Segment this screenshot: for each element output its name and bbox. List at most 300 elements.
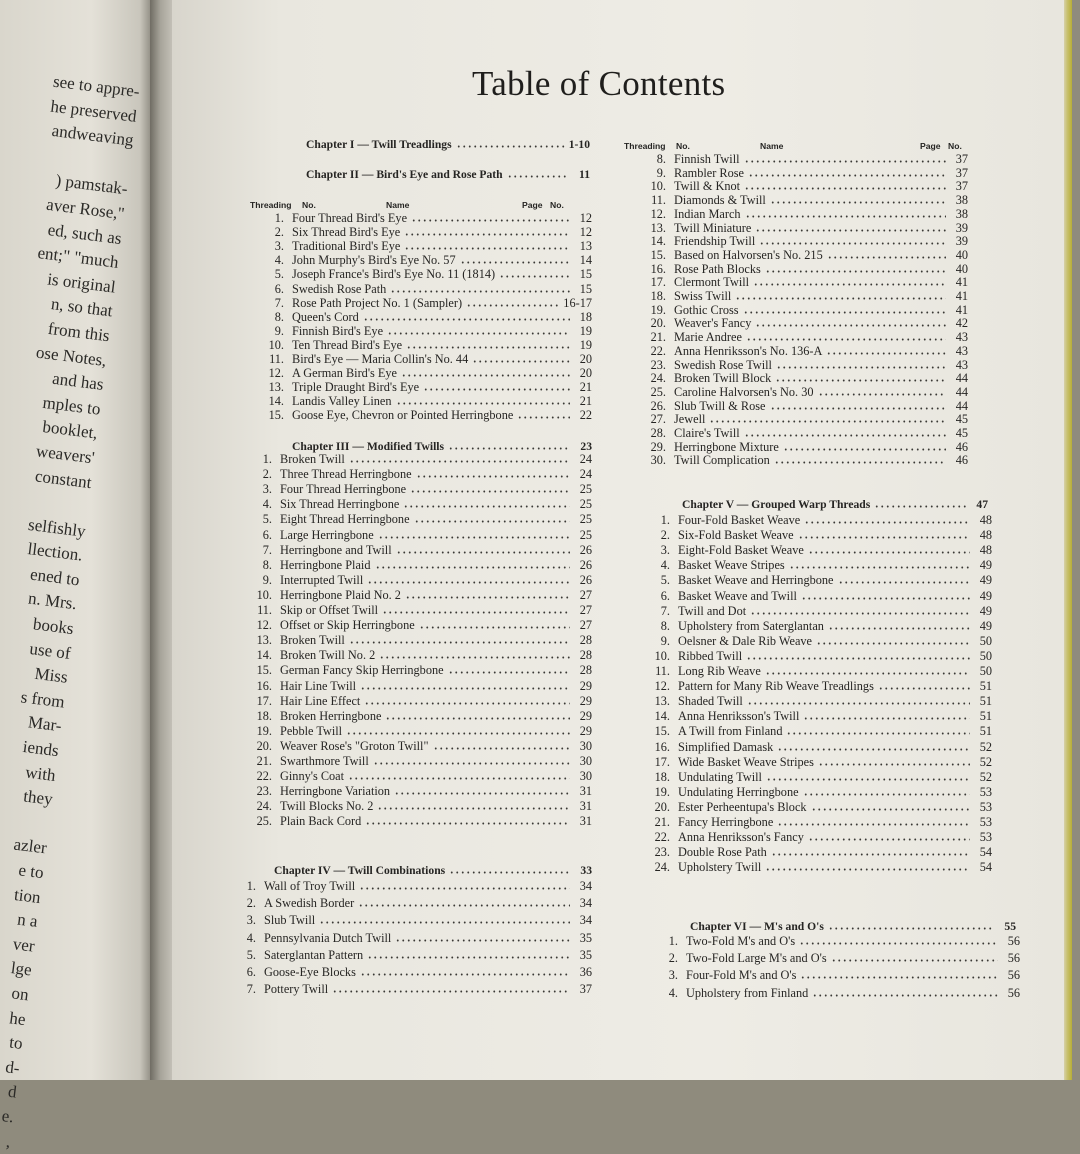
toc-entry[interactable]	[630, 755, 992, 770]
entry-number: 7.	[246, 982, 256, 997]
toc-entry[interactable]	[244, 239, 592, 254]
toc-entry[interactable]	[216, 931, 592, 946]
dot-leader	[410, 484, 570, 493]
header-name: Name	[760, 141, 784, 151]
entry-number: 21.	[654, 815, 670, 829]
toc-entry[interactable]	[630, 860, 992, 875]
toc-entry[interactable]	[232, 497, 592, 512]
toc-entry[interactable]	[216, 896, 592, 911]
toc-entry[interactable]	[630, 604, 992, 619]
entry-number: 18.	[256, 708, 272, 723]
dot-leader	[456, 139, 565, 148]
chapter-title: Chapter V — Grouped Warp Threads	[682, 498, 871, 511]
entry-number: 15.	[650, 247, 666, 262]
chapter-heading[interactable]	[682, 498, 988, 513]
entry-page: 52	[979, 769, 992, 784]
dot-leader	[423, 382, 570, 391]
entry-name: Friendship Twill	[674, 234, 756, 249]
entry-name: Pattern for Many Rib Weave Treadlings	[678, 679, 874, 694]
toc-entry[interactable]	[244, 380, 592, 395]
entry-page: 53	[979, 799, 992, 814]
entry-page: 11	[579, 168, 590, 181]
entry-page: 20	[579, 366, 592, 381]
toc-entry[interactable]	[232, 633, 592, 648]
dot-leader	[816, 636, 970, 645]
entry-number: 1.	[262, 452, 272, 466]
dot-leader	[319, 915, 570, 924]
header-page-no: No.	[550, 200, 564, 210]
entry-name: Anna Henriksson's No. 136-A	[674, 343, 823, 358]
toc-entry[interactable]	[630, 845, 992, 860]
entry-name: Diamonds & Twill	[674, 193, 766, 208]
dot-leader	[766, 772, 970, 781]
entry-name: Pennsylvania Dutch Twill	[264, 930, 392, 945]
toc-entry[interactable]	[630, 800, 992, 815]
dot-leader	[765, 666, 970, 675]
entry-name: Fancy Herringbone	[678, 815, 774, 829]
entry-name: Undulating Herringbone	[678, 784, 799, 799]
dot-leader	[404, 227, 570, 236]
left-page-line: d-	[4, 1056, 21, 1078]
entry-name: Finnish Bird's Eye	[292, 323, 384, 338]
entry-number: 21.	[256, 754, 272, 768]
dot-leader	[387, 326, 570, 335]
entry-number: 1.	[660, 513, 670, 527]
toc-entry[interactable]	[216, 982, 592, 997]
entry-page: 36	[579, 965, 592, 979]
entry-number: 6.	[246, 965, 256, 979]
dot-leader	[777, 817, 970, 826]
entry-name: Large Herringbone	[280, 527, 374, 542]
dot-leader	[827, 250, 946, 259]
left-page-line: ened to	[29, 564, 81, 590]
toc-entry[interactable]	[232, 452, 592, 467]
dot-leader	[358, 898, 570, 907]
entry-page: 56	[1007, 951, 1020, 966]
entry-number: 2.	[262, 467, 272, 482]
entry-page: 29	[579, 723, 592, 738]
entry-name: Anna Henriksson's Twill	[678, 709, 800, 724]
entry-page: 53	[979, 815, 992, 829]
dot-leader	[770, 195, 946, 204]
left-facing-page	[0, 0, 152, 1151]
dot-leader	[405, 590, 570, 599]
entry-name: A German Bird's Eye	[292, 366, 398, 381]
entry-page: 37	[955, 152, 968, 166]
entry-name: Clermont Twill	[674, 275, 750, 290]
entry-number: 18.	[650, 289, 666, 303]
toc-entry[interactable]	[638, 934, 1020, 949]
entry-name: Goose Eye, Chevron or Pointed Herringbone	[292, 408, 514, 423]
entry-number: 19.	[650, 302, 666, 317]
entry-page: 29	[579, 708, 592, 723]
dot-leader	[748, 168, 946, 177]
entry-page: 12	[579, 211, 592, 225]
entry-name: Three Thread Herringbone	[280, 467, 412, 482]
entry-page: 51	[979, 709, 992, 724]
entry-page: 29	[579, 693, 592, 708]
entry-page: 40	[955, 261, 968, 276]
entry-page: 55	[1004, 920, 1016, 933]
dot-leader	[367, 575, 570, 584]
entry-name: Marie Andree	[674, 330, 742, 345]
entry-name: Swiss Twill	[674, 289, 732, 303]
entry-page: 43	[955, 357, 968, 372]
entry-page: 37	[955, 179, 968, 194]
toc-entry[interactable]	[630, 528, 992, 543]
toc-entry[interactable]	[630, 694, 992, 709]
toc-entry[interactable]	[630, 740, 992, 755]
entry-number: 4.	[274, 253, 284, 268]
toc-entry[interactable]	[244, 394, 592, 409]
toc-entry[interactable]	[244, 282, 592, 297]
entry-number: 1.	[246, 879, 256, 893]
entry-name: Weaver's Fancy	[674, 316, 752, 331]
entry-name: Basket Weave Stripes	[678, 558, 785, 573]
left-page-line: e.	[0, 1106, 15, 1127]
left-page-line: d	[6, 1082, 18, 1102]
entry-page: 49	[979, 588, 992, 603]
entry-name: Herringbone Mixture	[674, 439, 779, 454]
toc-entry[interactable]	[232, 558, 592, 573]
entry-number: 4.	[668, 985, 678, 1000]
entry-number: 20.	[650, 316, 666, 331]
dot-leader	[348, 771, 570, 780]
entry-name: Hair Line Effect	[280, 693, 361, 708]
entry-number: 3.	[262, 482, 272, 497]
toc-entry[interactable]	[232, 769, 592, 784]
dot-leader	[878, 681, 970, 690]
entry-number: 4.	[262, 497, 272, 512]
left-page-line: to	[8, 1032, 24, 1054]
dot-leader	[359, 881, 570, 890]
toc-entry[interactable]	[244, 296, 592, 311]
toc-entry[interactable]	[216, 948, 592, 963]
dot-leader	[367, 950, 570, 959]
entry-name: Broken Twill No. 2	[280, 648, 376, 663]
entry-page: 24	[579, 452, 592, 466]
entry-number: 6.	[262, 527, 272, 542]
left-page-line: booklet,	[41, 417, 99, 443]
left-page-line: Mar-	[26, 712, 63, 736]
toc-entry[interactable]	[232, 754, 592, 769]
dot-leader	[396, 545, 570, 554]
header-no: No.	[302, 200, 316, 210]
entry-name: Broken Twill Block	[674, 371, 772, 386]
entry-page: 44	[955, 398, 968, 413]
dot-leader	[363, 312, 570, 321]
entry-page: 41	[955, 275, 968, 290]
toc-entry[interactable]	[630, 558, 992, 573]
entry-page: 15	[579, 281, 592, 296]
dot-leader	[433, 741, 571, 750]
entry-page: 37	[955, 165, 968, 180]
entry-number: 27.	[650, 412, 666, 427]
entry-name: Claire's Twill	[674, 426, 740, 440]
toc-entry[interactable]	[638, 986, 1020, 1001]
toc-entry[interactable]	[232, 694, 592, 709]
entry-page: 44	[955, 384, 968, 399]
entry-page: 41	[955, 302, 968, 317]
left-page-line: he	[8, 1007, 27, 1029]
toc-entry[interactable]	[244, 366, 592, 381]
entry-name: Six Thread Bird's Eye	[292, 225, 401, 240]
toc-entry[interactable]	[630, 664, 992, 679]
dot-leader	[377, 801, 570, 810]
entry-page: 30	[579, 738, 592, 753]
entry-name: Caroline Halvorsen's No. 30	[674, 384, 814, 399]
dot-leader	[747, 696, 970, 705]
entry-name: Jewell	[674, 412, 706, 427]
entry-page: 20	[579, 352, 592, 366]
entry-page: 19	[579, 337, 592, 352]
entry-name: Long Rib Weave	[678, 664, 761, 678]
entry-name: Swedish Rose Twill	[674, 357, 772, 372]
entry-number: 24.	[256, 799, 272, 814]
dot-leader	[406, 340, 570, 349]
toc-entry[interactable]	[630, 573, 992, 588]
entry-page: 30	[579, 769, 592, 784]
toc-entry[interactable]	[630, 513, 992, 528]
dot-leader	[385, 711, 570, 720]
entry-page: 51	[979, 694, 992, 709]
dot-leader	[744, 428, 946, 437]
entry-number: 12.	[256, 618, 272, 633]
entry-name: Twill & Knot	[674, 179, 741, 194]
toc-entry[interactable]	[244, 267, 592, 282]
entry-page: 29	[579, 678, 592, 693]
entry-number: 14.	[654, 709, 670, 724]
chapter-heading[interactable]	[690, 920, 1016, 935]
entry-page: 33	[580, 864, 592, 877]
toc-entry[interactable]	[630, 619, 992, 634]
toc-entry[interactable]	[232, 543, 592, 558]
left-page-line: and has	[51, 368, 105, 395]
toc-entry[interactable]	[626, 453, 968, 468]
dot-leader	[449, 865, 570, 874]
entry-page: 53	[979, 784, 992, 799]
entry-number: 11.	[269, 352, 284, 366]
entry-page: 51	[979, 679, 992, 694]
entry-page: 56	[1007, 968, 1020, 983]
dot-leader	[831, 953, 998, 962]
entry-number: 17.	[650, 275, 666, 290]
toc-entry[interactable]	[630, 770, 992, 785]
header-page: Page	[920, 141, 941, 151]
toc-entry[interactable]	[232, 709, 592, 724]
left-page-line: llection.	[26, 539, 84, 565]
entry-page: 40	[955, 247, 968, 262]
entry-number: 4.	[660, 558, 670, 573]
dot-leader	[838, 575, 970, 584]
left-page-line: use of	[28, 638, 72, 663]
entry-number: 2.	[660, 528, 670, 543]
entry-page: 43	[955, 330, 968, 345]
toc-entry[interactable]	[216, 965, 592, 980]
toc-entry[interactable]	[244, 211, 592, 226]
entry-number: 13.	[650, 220, 666, 235]
entry-number: 23.	[650, 357, 666, 372]
toc-entry[interactable]	[244, 338, 592, 353]
toc-entry[interactable]	[244, 352, 592, 367]
entry-name: Based on Halvorsen's No. 215	[674, 247, 823, 262]
entry-page: 34	[579, 913, 592, 928]
dot-leader	[378, 530, 570, 539]
left-page-line: n. Mrs.	[27, 588, 78, 614]
toc-entry[interactable]	[630, 649, 992, 664]
entry-number: 3.	[274, 239, 284, 254]
toc-entry[interactable]	[232, 482, 592, 497]
entry-name: Landis Valley Linen	[292, 394, 392, 409]
entry-number: 15.	[256, 663, 272, 678]
header-page: Page	[522, 200, 543, 210]
chapter-heading[interactable]	[274, 864, 592, 879]
toc-entry[interactable]	[232, 467, 592, 482]
entry-number: 15.	[654, 724, 670, 739]
chapter-title: Chapter I — Twill Treadlings	[306, 138, 452, 151]
toc-entry[interactable]	[630, 589, 992, 604]
entry-number: 13.	[654, 694, 670, 709]
entry-name: Basket Weave and Herringbone	[678, 573, 834, 588]
left-page-line: ) pamstak-	[54, 171, 129, 199]
entry-name: German Fancy Skip Herringbone	[280, 663, 444, 678]
entry-name: Anna Henriksson's Fancy	[678, 830, 804, 845]
entry-page: 26	[579, 557, 592, 572]
left-page-line: with	[24, 762, 57, 785]
toc-entry[interactable]	[630, 634, 992, 649]
entry-name: Offset or Skip Herringbone	[280, 618, 415, 633]
toc-entry[interactable]	[638, 951, 1020, 966]
toc-entry[interactable]	[232, 618, 592, 633]
entry-page: 28	[579, 663, 592, 678]
entry-number: 18.	[654, 769, 670, 784]
toc-entry[interactable]	[630, 815, 992, 830]
entry-name: Herringbone Plaid No. 2	[280, 587, 401, 602]
entry-name: A Twill from Finland	[678, 724, 783, 739]
left-page-line: s from	[19, 687, 66, 712]
dot-leader	[808, 545, 970, 554]
dot-leader	[411, 213, 570, 222]
entry-name: Wall of Troy Twill	[264, 879, 356, 893]
entry-name: Weaver Rose's "Groton Twill"	[280, 738, 429, 753]
toc-entry[interactable]	[216, 879, 592, 894]
left-page-line: selfishly	[27, 514, 87, 541]
toc-entry[interactable]	[232, 573, 592, 588]
dot-leader	[801, 591, 970, 600]
toc-entry[interactable]	[232, 799, 592, 814]
entry-name: Herringbone Variation	[280, 784, 391, 799]
dot-leader	[401, 368, 570, 377]
entry-number: 20.	[654, 799, 670, 814]
toc-entry[interactable]	[232, 784, 592, 799]
dot-leader	[765, 264, 946, 273]
entry-number: 1.	[274, 211, 284, 225]
entry-page: 54	[979, 845, 992, 860]
toc-entry[interactable]	[244, 225, 592, 240]
entry-page: 12	[579, 225, 592, 240]
entry-number: 10.	[654, 648, 670, 663]
toc-entry[interactable]	[630, 724, 992, 739]
toc-entry[interactable]	[630, 709, 992, 724]
entry-number: 9.	[274, 323, 284, 338]
entry-name: Shaded Twill	[678, 694, 743, 709]
entry-number: 28.	[650, 426, 666, 440]
entry-number: 8.	[262, 557, 272, 572]
entry-name: Undulating Twill	[678, 769, 762, 784]
toc-entry[interactable]	[630, 543, 992, 558]
entry-name: Broken Twill	[280, 633, 345, 648]
toc-entry[interactable]	[638, 968, 1020, 983]
entry-number: 11.	[651, 193, 666, 208]
entry-page: 49	[979, 573, 992, 588]
toc-entry[interactable]	[244, 253, 592, 268]
toc-entry[interactable]	[244, 408, 592, 423]
entry-name: Wide Basket Weave Stripes	[678, 754, 814, 769]
entry-page: 34	[579, 896, 592, 911]
entry-name: Plain Back Cord	[280, 814, 362, 829]
left-page-line: n, so that	[49, 294, 114, 321]
dot-leader	[828, 621, 970, 630]
entry-number: 10.	[256, 587, 272, 602]
left-page-line: aver Rose,"	[45, 194, 126, 224]
dot-leader	[395, 933, 570, 942]
toc-entry[interactable]	[244, 324, 592, 339]
dot-leader	[744, 154, 946, 163]
toc-entry[interactable]	[630, 830, 992, 845]
entry-page: 48	[979, 528, 992, 543]
entry-name: Herringbone and Twill	[280, 542, 392, 557]
entry-page: 46	[955, 439, 968, 454]
entry-name: Swarthmore Twill	[280, 754, 369, 768]
entry-page: 24	[579, 467, 592, 482]
entry-number: 9.	[656, 165, 666, 180]
toc-entry[interactable]	[630, 785, 992, 800]
toc-entry[interactable]	[232, 739, 592, 754]
toc-entry[interactable]	[232, 648, 592, 663]
dot-leader	[759, 236, 946, 245]
dot-leader	[798, 530, 970, 539]
entry-page: 49	[979, 618, 992, 633]
toc-entry[interactable]	[232, 528, 592, 543]
entry-number: 13.	[268, 380, 284, 395]
entry-number: 2.	[668, 951, 678, 966]
dot-leader	[349, 454, 570, 463]
toc-entry[interactable]	[232, 814, 592, 829]
entry-page: 48	[979, 513, 992, 527]
toc-entry[interactable]	[216, 913, 592, 928]
toc-entry[interactable]	[244, 310, 592, 325]
chapter-heading[interactable]	[306, 168, 590, 183]
entry-page: 28	[579, 648, 592, 663]
entry-page: 49	[979, 603, 992, 618]
toc-entry[interactable]	[232, 588, 592, 603]
toc-entry[interactable]	[232, 679, 592, 694]
toc-entry[interactable]	[232, 603, 592, 618]
entry-number: 7.	[274, 295, 284, 310]
toc-entry[interactable]	[232, 663, 592, 678]
entry-name: Traditional Bird's Eye	[292, 239, 401, 254]
chapter-heading[interactable]	[306, 138, 590, 153]
entry-page: 28	[579, 633, 592, 648]
toc-entry[interactable]	[232, 512, 592, 527]
toc-entry[interactable]	[232, 724, 592, 739]
dot-leader	[811, 802, 970, 811]
left-page-line: ,	[5, 1131, 12, 1151]
dot-leader	[775, 373, 946, 382]
entry-page: 42	[955, 316, 968, 331]
entry-page: 39	[955, 220, 968, 235]
toc-entry[interactable]	[630, 679, 992, 694]
